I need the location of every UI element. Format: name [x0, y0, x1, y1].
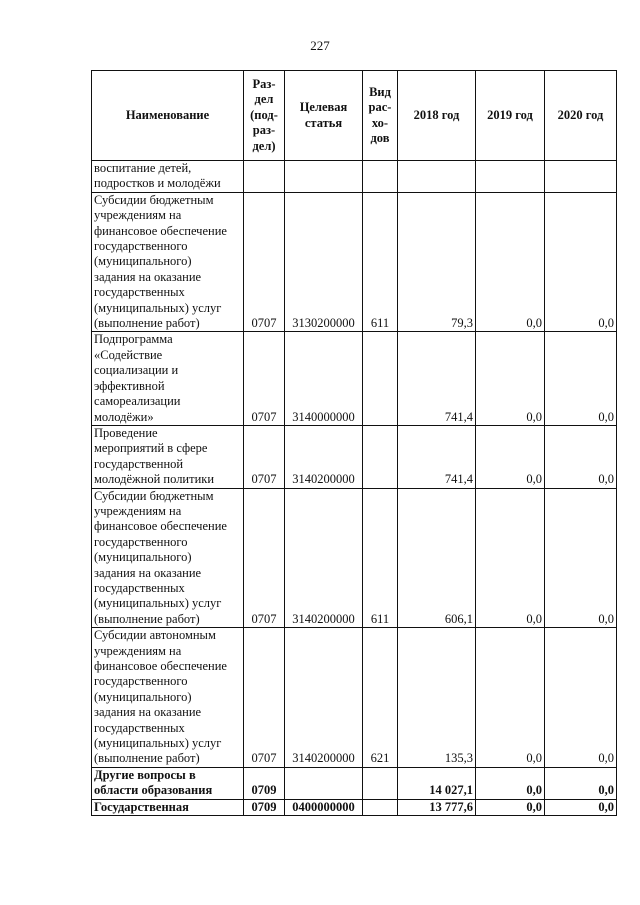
header-vid-text: Вид рас- хо- дов — [368, 84, 392, 145]
cell-razdel: 0707 — [244, 192, 285, 332]
cell-y2018: 741,4 — [398, 425, 476, 488]
cell-razdel: 0707 — [244, 628, 285, 768]
budget-table — [91, 70, 617, 816]
cell-name: Проведение мероприятий в сфере государственной молодёжной политики — [92, 425, 244, 488]
header-razdel-text: Раз- дел (под- раз- дел) — [250, 76, 278, 153]
cell-razdel: 0707 — [244, 488, 285, 628]
cell-name: Субсидии автономным учреждениям на финансовое обеспечение государственного (муниципального) задания на оказание государственных (муниципальных) услуг (выполнение работ) — [92, 628, 244, 768]
table-row — [92, 425, 617, 488]
header-2018-text: 2018 год — [413, 107, 460, 122]
cell-y2019 — [476, 161, 545, 193]
cell-statya: 3140000000 — [285, 332, 363, 425]
header-vid — [363, 71, 398, 161]
cell-y2020: 0,0 — [545, 332, 617, 425]
table-row — [92, 192, 617, 332]
table-row — [92, 628, 617, 768]
cell-vid — [363, 799, 398, 815]
cell-name: Субсидии бюджетным учреждениям на финансовое обеспечение государственного (муниципального) задания на оказание государственных (муниципальных) услуг (выполнение работ) — [92, 488, 244, 628]
table-row — [92, 767, 617, 799]
cell-statya — [285, 767, 363, 799]
cell-y2020 — [545, 161, 617, 193]
cell-y2019: 0,0 — [476, 767, 545, 799]
cell-y2020: 0,0 — [545, 192, 617, 332]
cell-razdel: 0709 — [244, 767, 285, 799]
cell-razdel: 0709 — [244, 799, 285, 815]
cell-statya: 0400000000 — [285, 799, 363, 815]
cell-razdel: 0707 — [244, 425, 285, 488]
cell-y2020: 0,0 — [545, 425, 617, 488]
table-row — [92, 332, 617, 425]
cell-statya: 3130200000 — [285, 192, 363, 332]
cell-vid — [363, 767, 398, 799]
cell-y2018: 135,3 — [398, 628, 476, 768]
cell-vid — [363, 332, 398, 425]
cell-name: Другие вопросы в области образования — [92, 767, 244, 799]
table-row — [92, 161, 617, 193]
cell-vid: 611 — [363, 192, 398, 332]
table-body — [92, 161, 617, 816]
cell-y2020: 0,0 — [545, 488, 617, 628]
cell-razdel: 0707 — [244, 332, 285, 425]
cell-name: Государственная — [92, 799, 244, 815]
cell-y2018: 13 777,6 — [398, 799, 476, 815]
cell-y2019: 0,0 — [476, 799, 545, 815]
cell-y2018: 14 027,1 — [398, 767, 476, 799]
cell-statya — [285, 161, 363, 193]
table-row — [92, 799, 617, 815]
page-number: 227 — [310, 38, 330, 53]
cell-y2020: 0,0 — [545, 628, 617, 768]
cell-vid — [363, 161, 398, 193]
cell-statya: 3140200000 — [285, 628, 363, 768]
cell-y2019: 0,0 — [476, 628, 545, 768]
header-2020 — [545, 71, 617, 161]
table-row — [92, 488, 617, 628]
cell-y2020: 0,0 — [545, 799, 617, 815]
cell-vid — [363, 425, 398, 488]
cell-y2018 — [398, 161, 476, 193]
header-name-text: Наименование — [125, 107, 210, 122]
cell-statya: 3140200000 — [285, 488, 363, 628]
cell-name: воспитание детей, подростков и молодёжи — [92, 161, 244, 193]
cell-vid: 621 — [363, 628, 398, 768]
header-2018 — [398, 71, 476, 161]
cell-y2020: 0,0 — [545, 767, 617, 799]
header-name — [92, 71, 244, 161]
header-statya — [285, 71, 363, 161]
cell-y2018: 741,4 — [398, 332, 476, 425]
cell-razdel — [244, 161, 285, 193]
table-header — [92, 71, 617, 161]
cell-name: Подпрограмма «Содействие социализации и эффективной самореализации молодёжи» — [92, 332, 244, 425]
cell-vid: 611 — [363, 488, 398, 628]
cell-y2019: 0,0 — [476, 192, 545, 332]
cell-y2018: 79,3 — [398, 192, 476, 332]
cell-y2019: 0,0 — [476, 332, 545, 425]
header-2019-text: 2019 год — [487, 107, 533, 122]
header-razdel — [244, 71, 285, 161]
cell-y2019: 0,0 — [476, 488, 545, 628]
cell-name: Субсидии бюджетным учреждениям на финансовое обеспечение государственного (муниципального) задания на оказание государственных (муниципальных) услуг (выполнение работ) — [92, 192, 244, 332]
header-2019 — [476, 71, 545, 161]
cell-statya: 3140200000 — [285, 425, 363, 488]
header-statya-text: Целевая статья — [299, 100, 348, 130]
header-row — [92, 71, 617, 161]
cell-y2018: 606,1 — [398, 488, 476, 628]
cell-y2019: 0,0 — [476, 425, 545, 488]
header-2020-text: 2020 год — [557, 107, 604, 122]
